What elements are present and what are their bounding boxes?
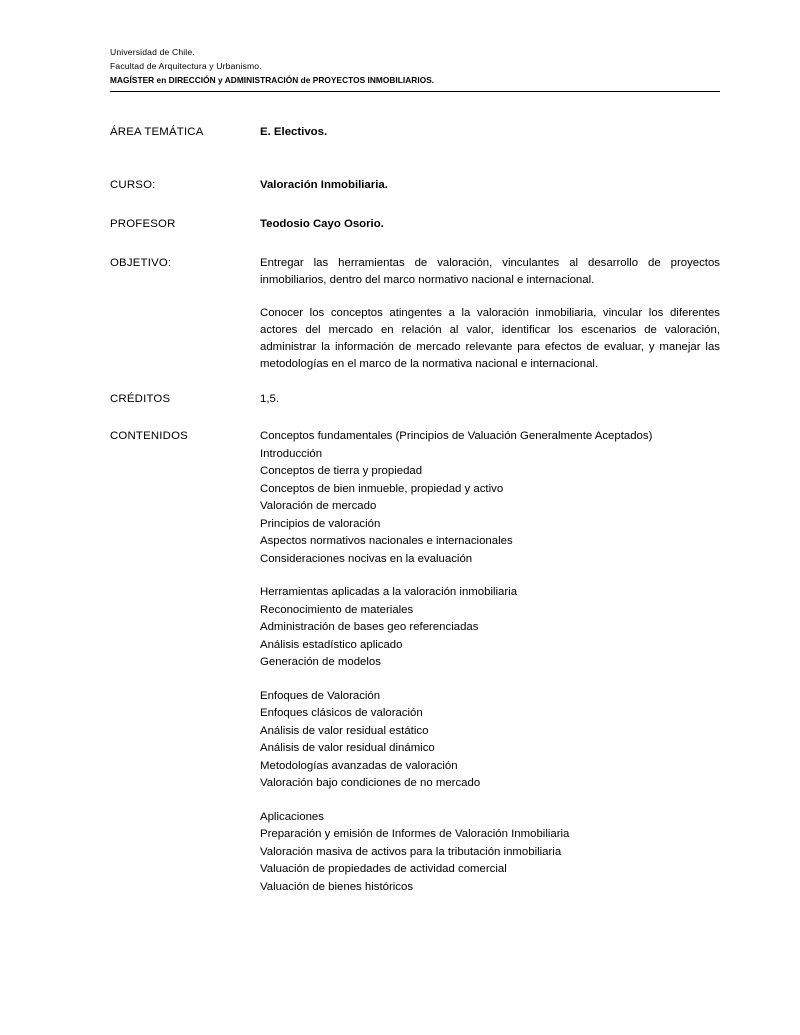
content-item: Generación de modelos [260, 656, 381, 668]
content-item: Consideraciones nocivas en la evaluación [260, 552, 473, 565]
content-item: Aplicaciones [260, 810, 324, 823]
content-item: Conceptos de tierra y propiedad [260, 465, 423, 477]
faculty-name: Facultad de Arquitectura y Urbanismo. [110, 60, 262, 71]
content-item: Preparación y emisión de Informes de Valoración Inmobiliaria [260, 828, 570, 840]
content-item: Valuación de propiedades de actividad comercial [260, 863, 507, 875]
row-contenidos [110, 428, 720, 896]
value-area-tematica: E. Electivos. [260, 126, 328, 138]
label-contenidos: CONTENIDOS [110, 430, 188, 442]
university-name: Universidad de Chile. [110, 47, 195, 57]
label-area-tematica: ÁREA TEMÁTICA [110, 126, 204, 138]
content-group-separator [260, 568, 720, 584]
content-item: Introducción [260, 447, 323, 460]
program-name: MAGÍSTER en DIRECCIÓN y ADMINISTRACIÓN de PROYECTOS INMOBILIARIOS. [110, 75, 435, 85]
content-item: Aspectos normativos nacionales e internacionales [260, 535, 513, 547]
content-item: Conceptos fundamentales (Principios de Valuación Generalmente Aceptados) [260, 430, 653, 442]
value-curso: Valoración Inmobiliaria. [260, 179, 388, 191]
row-creditos [110, 391, 720, 408]
row-curso [110, 177, 720, 194]
content-item: Conceptos de bien inmueble, propiedad y activo [260, 482, 504, 495]
value-contenidos [260, 428, 720, 896]
label-curso: CURSO: [110, 179, 156, 191]
label-profesor: PROFESOR [110, 218, 176, 230]
content-item: Metodologías avanzadas de valoración [260, 759, 458, 772]
content-item: Análisis de valor residual dinámico [260, 742, 435, 754]
content-item: Análisis estadístico aplicado [260, 638, 403, 651]
objetivo-paragraph-2: Conocer los conceptos atingentes a la valoración inmobiliaria, vincular los diferentes actores del mercado en relación al valor, identificar los escenarios de valoración, administrar la información de mercado relevante para efectos de evaluar, y manejar las metodologías en el marco de la normativa nacional e internacional. [260, 307, 720, 370]
content-item: Enfoques clásicos de valoración [260, 707, 423, 719]
value-creditos: 1,5. [260, 393, 279, 405]
content-group-separator [260, 672, 720, 688]
content-item: Principios de valoración [260, 517, 381, 530]
letterhead [110, 46, 720, 92]
value-objetivo [260, 255, 720, 373]
content-item: Herramientas aplicadas a la valoración inmobiliaria [260, 586, 518, 598]
content-item: Administración de bases geo referenciadas [260, 621, 479, 633]
content-item: Análisis de valor residual estático [260, 724, 429, 737]
content-item: Valoración bajo condiciones de no mercado [260, 777, 481, 789]
row-objetivo [110, 255, 720, 373]
content-group-separator [260, 793, 720, 809]
content-item: Valoración de mercado [260, 500, 377, 512]
content-item: Enfoques de Valoración [260, 689, 381, 702]
label-creditos: CRÉDITOS [110, 393, 171, 405]
content-item: Valuación de bienes históricos [260, 880, 414, 893]
label-objetivo: OBJETIVO: [110, 257, 172, 269]
value-profesor: Teodosio Cayo Osorio. [260, 218, 384, 230]
row-area-tematica [110, 124, 720, 141]
row-profesor [110, 216, 720, 233]
content-item: Reconocimiento de materiales [260, 603, 414, 616]
content-item: Valoración masiva de activos para la tributación inmobiliaria [260, 845, 562, 858]
objetivo-paragraph-1: Entregar las herramientas de valoración, vinculantes al desarrollo de proyectos inmobiliarios, dentro del marco normativo nacional e internacional. [260, 257, 720, 286]
